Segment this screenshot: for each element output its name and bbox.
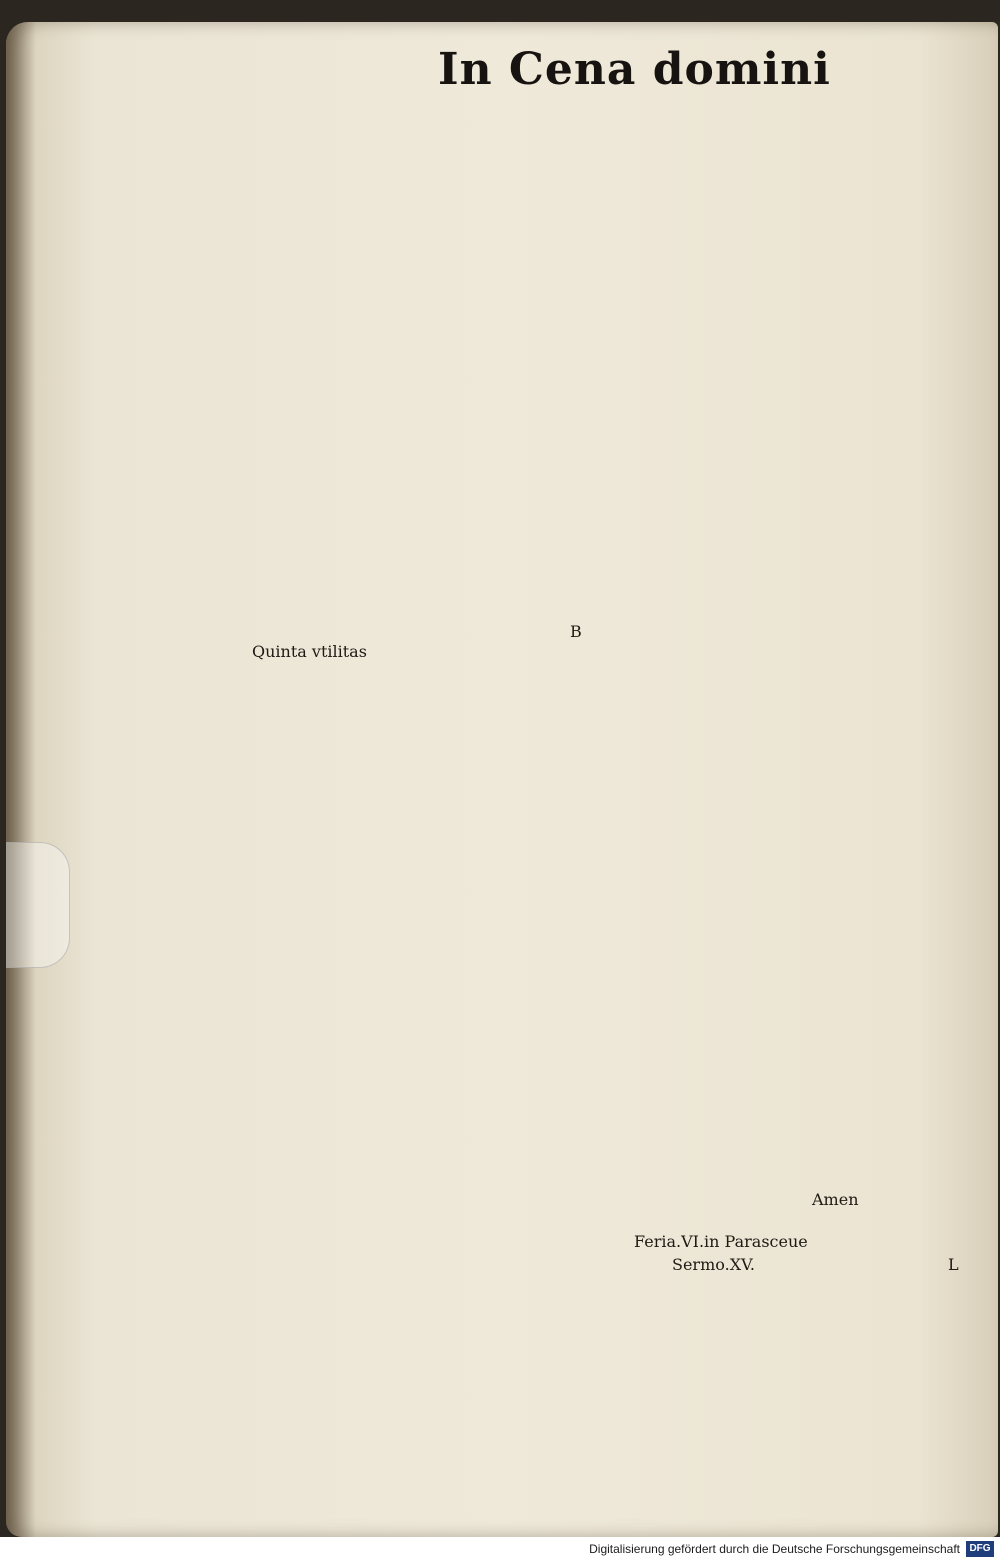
page-gutter-shadow xyxy=(6,22,36,1537)
text-column-right xyxy=(622,118,984,1278)
closing-word: Amen xyxy=(812,1190,859,1209)
sermon-heading: Feria.VI.in Parasceue xyxy=(634,1232,808,1251)
paragraph-incipit: Quinta vtilitas xyxy=(252,642,367,661)
bookmark-strip xyxy=(6,842,70,968)
dfg-logo: DFG xyxy=(966,1541,994,1557)
sermon-number: Sermo.XV. xyxy=(672,1255,755,1274)
signature-mark: L xyxy=(948,1255,959,1274)
running-head-title: In Cena domini xyxy=(438,44,831,95)
signature-mark: B xyxy=(570,622,582,641)
text-column-left xyxy=(232,120,588,1280)
digitization-footer xyxy=(0,1537,1000,1561)
funding-credit: Digitalisierung gefördert durch die Deutsche Forschungsgemeinschaft xyxy=(589,1542,960,1556)
